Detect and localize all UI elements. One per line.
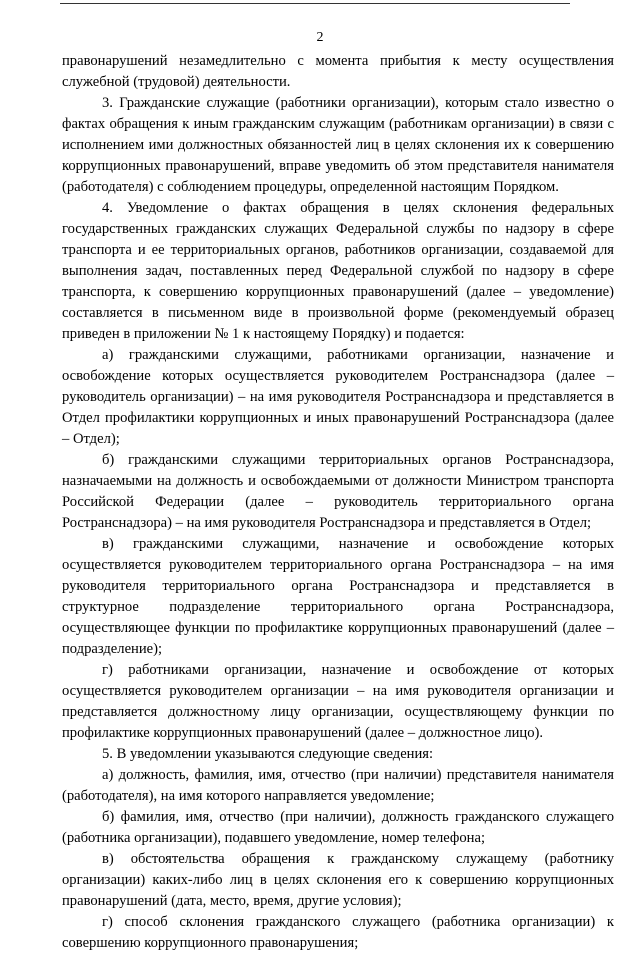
- scan-edge-line: [60, 3, 570, 4]
- paragraph-3: 3. Гражданские служащие (работники организации), которым стало известно о фактах обращения к иным гражданским служащим (работникам организации) в связи с исполнением ими должностных обязанностей лиц в целях склонения их к совершению коррупционных правонарушений, вправе уведомить об этом представителя нанимателя (работодателя) с соблюдением процедуры, определенной настоящим Порядком.: [62, 95, 614, 195]
- page-number: 2: [316, 30, 324, 45]
- paragraph-continuation: правонарушений незамедлительно с момента прибытия к месту осуществления служебной (трудовой) деятельности.: [62, 53, 614, 90]
- paragraph-4-item-v: в) гражданскими служащими, назначение и освобождение которых осуществляется руководителем территориального органа Ространснадзора – на имя руководителя территориального органа Ространснадзора и представляется в структурное подразделение территориального органа Ространснадзора, осуществляющее функции по профилактике коррупционных правонарушений (далее – подразделение);: [62, 536, 614, 657]
- document-body: [62, 51, 614, 954]
- paragraph-4-item-a: а) гражданскими служащими, работниками организации, назначение и освобождение которых осуществляется руководителем Ространснадзора (далее – руководитель организации) – на имя руководителя Ространснадзора и представляется в Отдел профилактики коррупционных и иных правонарушений Ространснадзора (далее – Отдел);: [62, 347, 614, 447]
- paragraph-5: 5. В уведомлении указываются следующие сведения:: [102, 746, 434, 762]
- paragraph-4-item-g: г) работниками организации, назначение и освобождение от которых осуществляется руководителем организации – на имя руководителя организации и представляется должностному лицу организации, осуществляющему функции по профилактике коррупционных правонарушений (далее – должностное лицо).: [62, 662, 614, 741]
- paragraph-5-item-a: а) должность, фамилия, имя, отчество (при наличии) представителя нанимателя (работодателя), на имя которого направляется уведомление;: [62, 767, 614, 804]
- paragraph-5-item-v: в) обстоятельства обращения к гражданскому служащему (работнику организации) каких-либо лиц в целях склонения его к совершению коррупционных правонарушений (дата, место, время, другие условия);: [62, 851, 614, 909]
- paragraph-4-item-b: б) гражданскими служащими территориальных органов Ространснадзора, назначаемыми на должность и освобождаемыми от должности Министром транспорта Российской Федерации (далее – руководитель территориального органа Ространснадзора) – на имя руководителя Ространснадзора и представляется в Отдел;: [62, 452, 614, 531]
- paragraph-5-item-b: б) фамилия, имя, отчество (при наличии), должность гражданского служащего (работника организации), подавшего уведомление, номер телефона;: [62, 809, 614, 846]
- paragraph-4: 4. Уведомление о фактах обращения в целях склонения федеральных государственных гражданских служащих Федеральной службы по надзору в сфере транспорта и ее территориальных органов, работников организации, создаваемой для выполнения задач, поставленных перед Федеральной службой по надзору в сфере транспорта, к совершению коррупционных правонарушений (далее – уведомление) составляется в письменном виде в произвольной форме (рекомендуемый образец приведен в приложении № 1 к настоящему Порядку) и подается:: [62, 200, 614, 342]
- paragraph-5-item-g: г) способ склонения гражданского служащего (работника организации) к совершению коррупционного правонарушения;: [62, 914, 614, 951]
